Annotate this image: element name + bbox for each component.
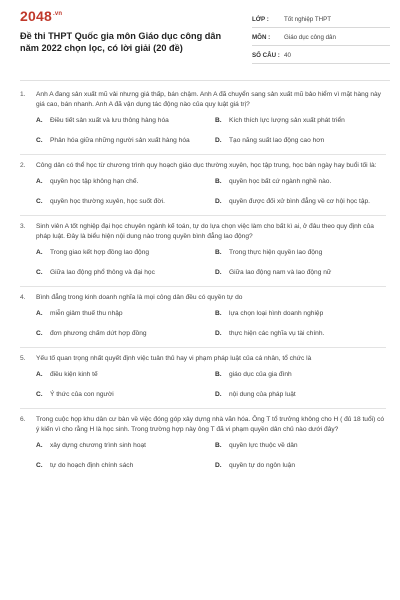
question-5: [20, 348, 386, 409]
header-divider: [20, 80, 390, 81]
option-text: Tạo năng suất lao động cao hơn: [229, 137, 325, 144]
option-text: nội dung của pháp luật: [229, 391, 296, 398]
option-letter: D.: [215, 137, 222, 144]
question-number: 6.: [20, 416, 26, 423]
option-b[interactable]: [215, 309, 386, 319]
answer-options: [36, 309, 386, 339]
option-text: Giữa lao động nam và lao động nữ: [229, 269, 332, 276]
option-d[interactable]: [215, 390, 386, 400]
question-text: Bình đẳng trong kinh doanh nghĩa là mọi công dân đều có quyền tự do: [36, 294, 243, 301]
option-text: xây dựng chương trình sinh hoạt: [50, 442, 146, 449]
option-d[interactable]: [215, 268, 386, 278]
option-c[interactable]: [36, 197, 207, 207]
option-letter: B.: [215, 117, 222, 124]
meta-value: Giáo dục công dân: [284, 34, 336, 41]
option-letter: C.: [36, 137, 43, 144]
option-letter: B.: [215, 310, 222, 317]
meta-label: MÔN :: [252, 34, 271, 41]
option-text: quyền học thường xuyên, học suốt đời.: [50, 198, 165, 205]
option-text: Điều tiết sản xuất và lưu thông hàng hóa: [50, 117, 169, 124]
option-d[interactable]: [215, 329, 386, 339]
question-2: [20, 155, 386, 216]
option-a[interactable]: [36, 177, 207, 187]
option-a[interactable]: [36, 309, 207, 319]
question-number: 1.: [20, 91, 26, 98]
option-b[interactable]: [215, 441, 386, 451]
option-letter: B.: [215, 371, 222, 378]
answer-options: [36, 370, 386, 400]
site-logo[interactable]: [20, 8, 62, 24]
logo-suffix: .vn: [52, 11, 63, 18]
meta-row-count: [252, 48, 390, 64]
option-letter: A.: [36, 117, 43, 124]
option-c[interactable]: [36, 461, 207, 471]
option-letter: B.: [215, 442, 222, 449]
option-b[interactable]: [215, 116, 386, 126]
option-text: Trong thực hiện quyền lao động: [229, 249, 323, 256]
option-letter: B.: [215, 249, 222, 256]
option-text: miễn giảm thuế thu nhập: [50, 310, 123, 317]
option-d[interactable]: [215, 461, 386, 471]
option-text: quyền học bất cứ ngành nghề nào.: [229, 178, 332, 185]
question-6: [20, 409, 386, 479]
option-a[interactable]: [36, 441, 207, 451]
option-letter: C.: [36, 198, 43, 205]
option-letter: C.: [36, 330, 43, 337]
option-text: giáo dục của gia đình: [229, 371, 292, 378]
option-c[interactable]: [36, 390, 207, 400]
option-text: Trong giao kết hợp đồng lao động: [50, 249, 150, 256]
logo-main: 2048: [20, 8, 52, 24]
option-letter: D.: [215, 391, 222, 398]
answer-options: [36, 177, 386, 207]
page-header: [0, 0, 400, 78]
option-d[interactable]: [215, 197, 386, 207]
question-number: 2.: [20, 162, 26, 169]
meta-value: 40: [284, 52, 291, 59]
option-c[interactable]: [36, 268, 207, 278]
option-text: quyền được đối xử bình đẳng về cơ hội học tập.: [229, 198, 371, 205]
option-d[interactable]: [215, 136, 386, 146]
question-number: 4.: [20, 294, 26, 301]
question-4: [20, 287, 386, 348]
question-text: Sinh viên A tốt nghiệp đại học chuyên ngành kế toán, tự do lựa chọn việc làm cho bất kì ai, ở đâu theo quy định của pháp luật. Đây là biểu hiện nội dung nào trong quyền bình đẳng lao động?: [36, 223, 374, 240]
option-letter: A.: [36, 178, 43, 185]
meta-table: [252, 12, 390, 64]
option-letter: C.: [36, 462, 43, 469]
option-a[interactable]: [36, 248, 207, 258]
question-text: Công dân có thể học từ chương trình quy hoạch giáo dục thường xuyên, học tập trung, học bán ngày hay buổi tối là:: [36, 162, 377, 169]
meta-row-subject: [252, 30, 390, 46]
option-text: quyền học tập không hạn chế.: [50, 178, 139, 185]
option-text: Giữa lao động phổ thông và đại học: [50, 269, 155, 276]
option-letter: D.: [215, 269, 222, 276]
option-letter: C.: [36, 391, 43, 398]
option-text: quyền tự do ngôn luận: [229, 462, 296, 469]
option-c[interactable]: [36, 329, 207, 339]
question-text: Trong cuộc họp khu dân cư bàn về việc đóng góp xây dựng nhà văn hóa. Ông T tổ trưởng không cho H ( đủ 18 tuổi) có ý kiến vì cho rằng H là học sinh. Trong trường hợp này ông T đã vi phạm quyền dân chủ nào dưới đây?: [36, 416, 385, 433]
page-title: Đề thi THPT Quốc gia môn Giáo dục công dân năm 2022 chọn lọc, có lời giải (20 đề): [20, 31, 222, 53]
option-text: thực hiện các nghĩa vụ tài chính.: [229, 330, 325, 337]
meta-row-class: [252, 12, 390, 28]
question-text: Yếu tố quan trọng nhất quyết định việc tuân thủ hay vi phạm pháp luật của cá nhân, tổ chức là: [36, 355, 312, 362]
option-text: tự do hoạch định chính sách: [50, 462, 134, 469]
option-text: Phân hóa giữa những người sản xuất hàng hóa: [50, 137, 190, 144]
question-1: [20, 84, 386, 155]
option-b[interactable]: [215, 177, 386, 187]
question-text: Anh A đang sản xuất mũ vải nhưng giá thấp, bán chậm. Anh A đã chuyển sang sản xuất mũ bảo hiểm vì mặt hàng này giá cao, bán nhanh. Anh A đã vận dụng tác động nào của quy luật giá trị?: [36, 91, 381, 108]
option-letter: D.: [215, 462, 222, 469]
meta-value: Tốt nghiệp THPT: [284, 16, 332, 23]
option-c[interactable]: [36, 136, 207, 146]
option-letter: C.: [36, 269, 43, 276]
option-letter: B.: [215, 178, 222, 185]
question-list: [0, 84, 400, 479]
option-text: điều kiện kinh tế: [50, 371, 98, 378]
answer-options: [36, 116, 386, 146]
option-a[interactable]: [36, 370, 207, 380]
answer-options: [36, 248, 386, 278]
option-text: quyền lực thuộc về dân: [229, 442, 298, 449]
option-b[interactable]: [215, 248, 386, 258]
answer-options: [36, 441, 386, 471]
option-letter: A.: [36, 442, 43, 449]
option-letter: D.: [215, 198, 222, 205]
option-letter: A.: [36, 371, 43, 378]
option-a[interactable]: [36, 116, 207, 126]
meta-label: LỚP :: [252, 16, 269, 23]
option-letter: A.: [36, 249, 43, 256]
option-letter: A.: [36, 310, 43, 317]
option-text: Ý thức của con người: [50, 391, 114, 398]
option-b[interactable]: [215, 370, 386, 380]
option-letter: D.: [215, 330, 222, 337]
option-text: Kích thích lực lượng sản xuất phát triển: [229, 117, 345, 124]
option-text: lựa chọn loại hình doanh nghiệp: [229, 310, 324, 317]
meta-label: SỐ CÂU :: [252, 52, 280, 59]
question-number: 5.: [20, 355, 26, 362]
option-text: đơn phương chấm dứt hợp đồng: [50, 330, 147, 337]
question-number: 3.: [20, 223, 26, 230]
question-3: [20, 216, 386, 287]
